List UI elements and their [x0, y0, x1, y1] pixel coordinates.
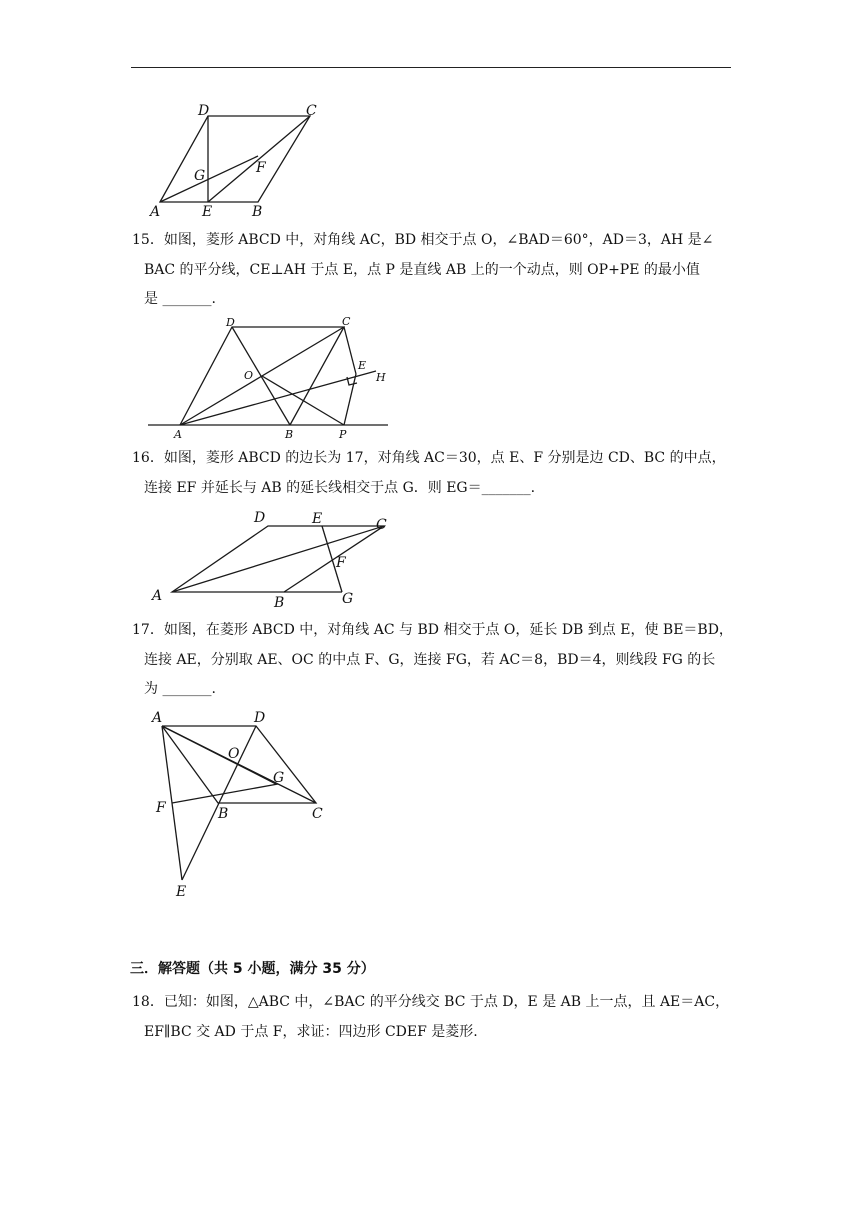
fig17-label-d: D: [254, 710, 266, 726]
q16-line-2: 连接 EF 并延长与 AB 的延长线相交于点 G．则 EG＝_______.: [144, 479, 536, 496]
question-16: [132, 444, 744, 503]
fig15-label-e: E: [358, 359, 367, 372]
fig15-line-ce: [344, 327, 356, 374]
fig16-label-e: E: [312, 511, 323, 527]
q18-line-1: 18．已知：如图，△ABC 中，∠BAC 的平分线交 BC 于点 D，E 是 AB 上一点，且 AE＝AC，: [132, 994, 730, 1010]
fig15-line-ep: [344, 374, 356, 425]
fig14-label-c: C: [306, 103, 317, 119]
q15-line-2: BAC 的平分线，CE⊥AH 于点 E，点 P 是直线 AB 上的一个动点，则 OP+PE 的最小值: [144, 261, 700, 278]
fig14-line-af: [160, 156, 258, 202]
fig14-label-a: A: [150, 204, 161, 220]
fig17-label-f: F: [156, 800, 166, 816]
fig14-label-f: F: [256, 160, 266, 176]
fig16-label-a: A: [152, 588, 163, 604]
fig16-diagonal-ac: [172, 526, 384, 592]
figure-q16: [148, 506, 398, 612]
fig15-label-b: B: [285, 428, 294, 441]
figure-q15: [144, 314, 394, 442]
header-rule: [131, 67, 731, 68]
figure-q14: [140, 98, 340, 222]
fig16-label-d: D: [254, 510, 266, 526]
fig14-label-d: D: [198, 103, 210, 119]
figure-q17: [148, 706, 348, 902]
section-3-heading: 三．解答题（共 5 小题，满分 35 分）: [130, 961, 375, 977]
fig17-label-c: C: [312, 806, 323, 822]
fig15-line-ah: [180, 371, 376, 425]
question-17: [132, 616, 744, 705]
fig17-label-o: O: [228, 746, 240, 762]
q16-line-1: 16．如图，菱形 ABCD 的边长为 17，对角线 AC＝30，点 E、F 分别是边 CD、BC 的中点，: [132, 450, 726, 466]
q17-line-3: 为 _______.: [144, 681, 216, 697]
q15-line-1: 15．如图，菱形 ABCD 中，对角线 AC，BD 相交于点 O，∠BAD＝60°，AD＝3，AH 是∠: [132, 232, 714, 248]
fig16-label-g: G: [342, 591, 354, 607]
fig16-label-f: F: [336, 555, 346, 571]
fig15-label-a: A: [174, 428, 182, 441]
question-18: [132, 988, 744, 1047]
fig16-label-b: B: [274, 595, 285, 611]
fig15-diagonal-bd: [232, 327, 290, 425]
fig16-label-c: C: [376, 517, 387, 533]
question-15: [132, 226, 744, 315]
fig15-label-h: H: [376, 371, 386, 384]
fig15-label-d: D: [226, 316, 235, 329]
fig17-line-ag: [162, 726, 276, 784]
fig17-label-e: E: [176, 884, 187, 900]
fig17-label-a: A: [152, 710, 163, 726]
fig15-label-o: O: [244, 369, 254, 382]
fig17-label-g: G: [273, 770, 285, 786]
fig15-label-c: C: [342, 315, 351, 328]
fig14-label-b: B: [252, 204, 263, 220]
q17-line-2: 连接 AE，分别取 AE、OC 的中点 F、G，连接 FG，若 AC＝8，BD＝4，则线段 FG 的长: [144, 651, 716, 668]
fig15-label-p: P: [339, 428, 347, 441]
fig14-line-ec: [208, 116, 310, 202]
fig14-parallelogram: [160, 116, 310, 202]
q17-line-1: 17．如图，在菱形 ABCD 中，对角线 AC 与 BD 相交于点 O，延长 DB 到点 E，使 BE＝BD，: [132, 622, 733, 638]
fig14-label-g: G: [194, 168, 206, 184]
q18-line-2: EF∥BC 交 AD 于点 F，求证：四边形 CDEF 是菱形.: [144, 1023, 478, 1040]
fig17-label-b: B: [218, 806, 229, 822]
q15-line-3: 是 _______.: [144, 291, 216, 307]
fig17-line-fg: [172, 784, 278, 803]
fig14-label-e: E: [202, 204, 213, 220]
